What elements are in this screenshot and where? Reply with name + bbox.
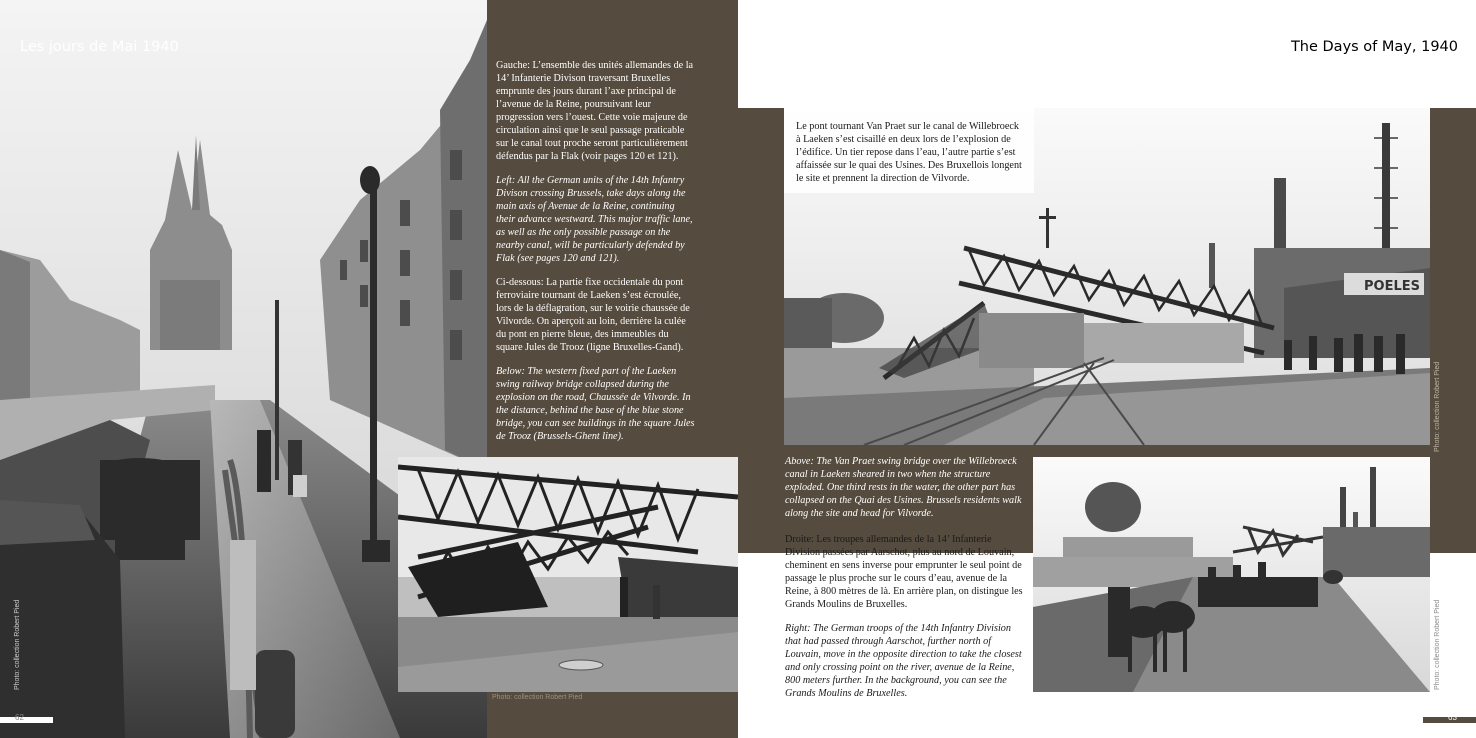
caption-below-fr: Ci-dessous: La partie fixe occidentale du pont ferroviaire tournant de Laeken s’est écroulée, lors de la déflagration, sur le voirie chaussée de Vilvorde. On aperçoit au loin, derrière la culée du pont en pierre bleue, des immeubles du square Jules de Trooz (ligne Bruxelles-Gand). [496, 277, 690, 353]
caption-left-en: Left: All the German units of the 14th Infantry Divison crossing Brussels, take days along the main axis of Avenue de la Reine, continuing their advance westward. This major traffic lane, as well as the only possible passage on the nearby canal, will be particularly defended by Flak (see pages 120 and 121). [496, 175, 693, 264]
caption-below-en: Below: The western fixed part of the Laeken swing railway bridge collapsed during the explosion on the road, Chaussée de Vilvorde. In the distance, behind the base of the blue stone bridge, you can see buildings in the square Jules de Trooz (Brussels-Ghent line). [496, 366, 695, 442]
shop-sign-text: POELES [1364, 279, 1420, 294]
page-number-left: 62 [15, 713, 24, 722]
vertical-credit-left: Photo: collection Robert Pied [14, 599, 21, 690]
caption-van-praet-fr: Le pont tournant Van Praet sur le canal de Willebroeck à Laeken s’est cisaillé en deux lors de l’explosion de l’édifice. Un tier repose dans l’eau, l’autre partie s’est affaissée sur le quai des Usines. Des Bruxellois longent le site et prennent la direction de Vilvorde. [796, 121, 1022, 184]
left-page-title: Les jours de Mai 1940 [20, 39, 179, 55]
caption-right-en: Right: The German troops of the 14th Infantry Division that had passed through Aarschot, further north of Louvain, move in the opposite direction to take the closest and only crossing point on the river, avenue de la Reine, 800 meters further. In the background, you can see the Grands Moulins de Bruxelles. [785, 623, 1022, 699]
photo-troops-aarschot [1033, 457, 1430, 692]
photo-credit-left: Photo: collection Robert Pied [492, 694, 583, 701]
vertical-credit-right-top: Photo: collection Robert Pied [1434, 361, 1441, 452]
caption-above-en: Above: The Van Praet swing bridge over the Willebroeck canal in Laeken sheared in two when the structure exploded. One third rests in the water, the other part has collapsed on the Quai des Usines. Brussels residents walk along the site and head for Vilvorde. [785, 456, 1022, 519]
caption-right-fr: Droite: Les troupes allemandes de la 14’ Infanterie Division passées par Aarschot, plus au nord de Louvain, cheminent en sens inverse pour emprunter le seul point de passage le plus proche sur le cours d’eau, avenue de la Reine, à 800 mètres de là. En arrière plan, on distingue les Grands Moulins de Bruxelles. [785, 534, 1023, 610]
vertical-credit-right-bottom: Photo: collection Robert Pied [1434, 599, 1441, 690]
page-number-right: 63 [1448, 713, 1457, 722]
caption-right-block [785, 533, 1029, 711]
photo-collapsed-railway-bridge [398, 457, 738, 692]
caption-above-block [785, 455, 1025, 531]
right-page-title: The Days of May, 1940 [1290, 39, 1458, 55]
left-caption-block [496, 59, 696, 454]
caption-left-fr: Gauche: L’ensemble des unités allemandes de la 14’ Infanterie Divison traversant Bruxelles emprunte des jours durant l’axe principal de l’avenue de la Reine, poursuivant leur progression vers l’ouest. Cette voie majeure de circulation ainsi que le seul passage praticable sur le canal tout proche seront particulièrement défendus par la Flak (voir pages 120 et 121). [496, 60, 694, 162]
page-number-bar-left [0, 717, 53, 723]
